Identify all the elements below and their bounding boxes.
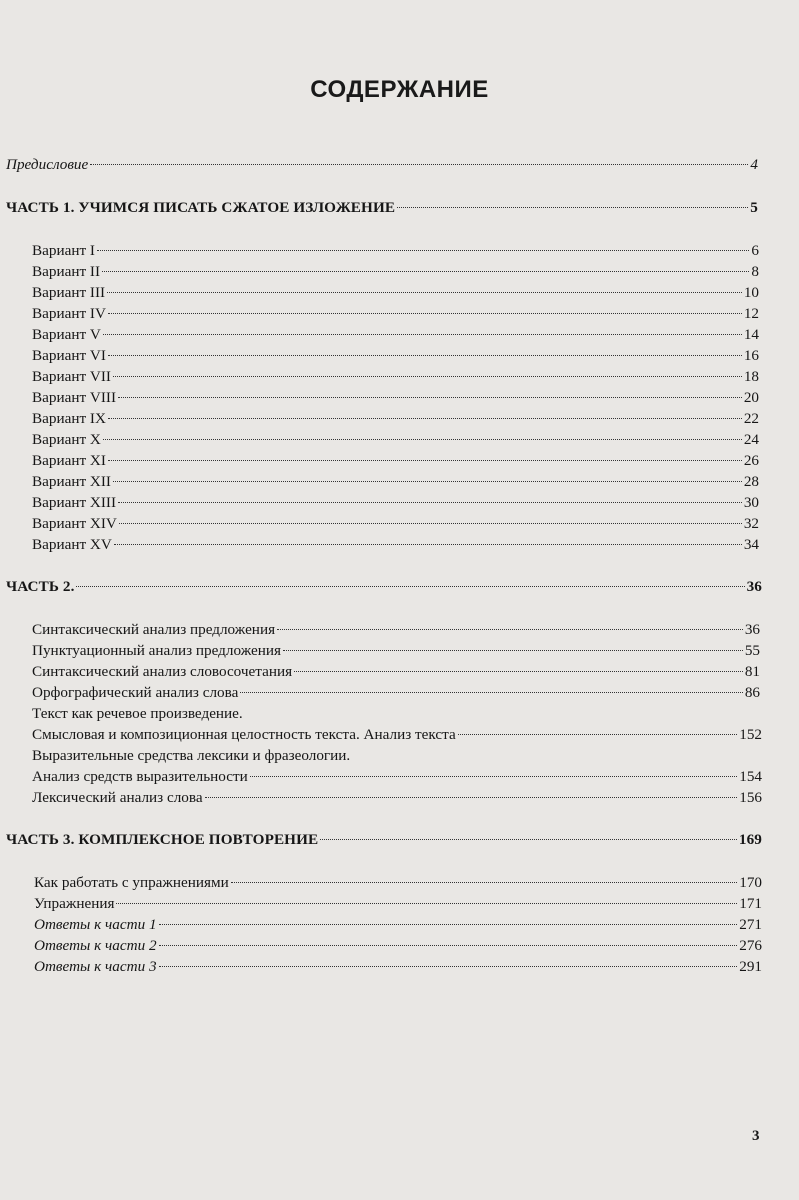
- entry-page: 34: [743, 536, 759, 553]
- leader-dots: [108, 355, 742, 356]
- toc-entry-variant-1[interactable]: [32, 241, 759, 261]
- leader-dots: [113, 376, 742, 377]
- toc-entry-variant-9[interactable]: [32, 409, 759, 429]
- leader-dots: [108, 460, 742, 461]
- entry-label: Ответы к части 3: [34, 958, 157, 975]
- entry-label: Вариант XII: [32, 473, 111, 490]
- entry-label: Пунктуационный анализ предложения: [32, 642, 281, 659]
- toc-entry-text-heading[interactable]: Текст как речевое произведение.: [32, 705, 243, 722]
- toc-part-1[interactable]: [6, 198, 758, 218]
- leader-dots: [116, 903, 737, 904]
- entry-label: Вариант IX: [32, 410, 106, 427]
- entry-page: 12: [743, 305, 759, 322]
- entry-label: Вариант IV: [32, 305, 106, 322]
- leader-dots: [231, 882, 737, 883]
- toc-entry-variant-6[interactable]: [32, 346, 759, 366]
- leader-dots: [159, 945, 738, 946]
- entry-label: Вариант XIII: [32, 494, 117, 511]
- toc-entry-variant-7[interactable]: [32, 367, 759, 387]
- entry-label: Вариант III: [32, 284, 106, 301]
- entry-page: 152: [739, 726, 762, 743]
- entry-label: Вариант XIV: [32, 515, 117, 532]
- entry-page: 10: [743, 284, 759, 301]
- entry-label: Упражнения: [34, 895, 115, 912]
- toc-entry-answers-1[interactable]: [34, 915, 762, 935]
- entry-page: 154: [739, 768, 762, 785]
- entry-label: Вариант II: [32, 263, 101, 280]
- toc-entry-lexical-analysis[interactable]: [32, 788, 762, 808]
- leader-dots: [118, 397, 742, 398]
- entry-page: 24: [743, 431, 759, 448]
- leader-dots: [205, 797, 738, 798]
- leader-dots: [277, 629, 743, 630]
- entry-page: 171: [739, 895, 762, 912]
- part-page: 36: [746, 578, 762, 595]
- toc-part-2[interactable]: [6, 577, 762, 597]
- entry-label: Предисловие: [6, 156, 89, 173]
- part-label: ЧАСТЬ 3. КОМПЛЕКСНОЕ ПОВТОРЕНИЕ: [6, 831, 319, 848]
- leader-dots: [103, 439, 742, 440]
- toc-entry-variant-13[interactable]: [32, 493, 759, 513]
- entry-page: 6: [751, 242, 759, 259]
- toc-entry-variant-2[interactable]: [32, 262, 759, 282]
- toc-entry-syntax-phrase[interactable]: [32, 662, 760, 682]
- entry-label: Вариант X: [32, 431, 101, 448]
- toc-entry-orthography[interactable]: [32, 683, 760, 703]
- leader-dots: [119, 523, 742, 524]
- entry-page: 18: [743, 368, 759, 385]
- leader-dots: [90, 164, 748, 165]
- entry-page: 14: [743, 326, 759, 343]
- entry-page: 276: [739, 937, 762, 954]
- entry-label: Вариант VIII: [32, 389, 117, 406]
- leader-dots: [76, 586, 744, 587]
- part-label: ЧАСТЬ 2.: [6, 578, 75, 595]
- toc-entry-lexis-heading[interactable]: Выразительные средства лексики и фразеологии.: [32, 747, 351, 764]
- toc-entry-answers-3[interactable]: [34, 957, 762, 977]
- entry-page: 156: [739, 789, 762, 806]
- entry-label: Вариант VII: [32, 368, 111, 385]
- entry-label: Орфографический анализ слова: [32, 684, 239, 701]
- toc-entry-punctuation[interactable]: [32, 641, 760, 661]
- entry-label: Вариант XV: [32, 536, 112, 553]
- leader-dots: [107, 292, 742, 293]
- part-page: 5: [750, 199, 758, 216]
- toc-entry-text-analysis[interactable]: [32, 725, 762, 745]
- toc-entry-variant-15[interactable]: [32, 535, 759, 555]
- leader-dots: [113, 481, 742, 482]
- entry-label: Ответы к части 2: [34, 937, 157, 954]
- toc-entry-preface[interactable]: [6, 155, 758, 175]
- toc-entry-variant-12[interactable]: [32, 472, 759, 492]
- entry-label: Ответы к части 1: [34, 916, 157, 933]
- toc-entry-variant-10[interactable]: [32, 430, 759, 450]
- leader-dots: [397, 207, 748, 208]
- entry-page: 28: [743, 473, 759, 490]
- toc-entry-answers-2[interactable]: [34, 936, 762, 956]
- entry-label: Вариант XI: [32, 452, 106, 469]
- leader-dots: [114, 544, 742, 545]
- toc-entry-variant-11[interactable]: [32, 451, 759, 471]
- toc-entry-exercises[interactable]: [34, 894, 762, 914]
- toc-part-3[interactable]: [6, 830, 762, 850]
- entry-page: 81: [744, 663, 760, 680]
- leader-dots: [159, 924, 738, 925]
- leader-dots: [102, 271, 749, 272]
- toc-entry-syntax-sentence[interactable]: [32, 620, 760, 640]
- toc-entry-variant-14[interactable]: [32, 514, 759, 534]
- toc-entry-how-to-work[interactable]: [34, 873, 762, 893]
- leader-dots: [159, 966, 738, 967]
- entry-page: 30: [743, 494, 759, 511]
- leader-dots: [240, 692, 742, 693]
- entry-label: Лексический анализ слова: [32, 789, 203, 806]
- entry-label: Вариант I: [32, 242, 95, 259]
- leader-dots: [108, 418, 742, 419]
- toc-entry-variant-3[interactable]: [32, 283, 759, 303]
- toc-entry-variant-8[interactable]: [32, 388, 759, 408]
- page-number: 3: [752, 1128, 760, 1144]
- leader-dots: [250, 776, 737, 777]
- leader-dots: [103, 334, 742, 335]
- leader-dots: [458, 734, 738, 735]
- toc-entry-variant-4[interactable]: [32, 304, 759, 324]
- leader-dots: [108, 313, 742, 314]
- entry-page: 32: [743, 515, 759, 532]
- entry-page: 291: [739, 958, 762, 975]
- entry-label: Синтаксический анализ словосочетания: [32, 663, 293, 680]
- leader-dots: [283, 650, 743, 651]
- entry-page: 271: [739, 916, 762, 933]
- entry-label: Вариант VI: [32, 347, 106, 364]
- entry-page: 170: [739, 874, 762, 891]
- part-page: 169: [738, 831, 762, 848]
- entry-page: 86: [744, 684, 760, 701]
- entry-page: 22: [743, 410, 759, 427]
- entry-page: 26: [743, 452, 759, 469]
- leader-dots: [97, 250, 749, 251]
- entry-page: 36: [744, 621, 760, 638]
- part-label: ЧАСТЬ 1. УЧИМСЯ ПИСАТЬ СЖАТОЕ ИЗЛОЖЕНИЕ: [6, 199, 396, 216]
- toc-entry-variant-5[interactable]: [32, 325, 759, 345]
- entry-page: 16: [743, 347, 759, 364]
- entry-label: Как работать с упражнениями: [34, 874, 229, 891]
- toc-entry-expressive-means[interactable]: [32, 767, 762, 787]
- leader-dots: [320, 839, 737, 840]
- leader-dots: [118, 502, 742, 503]
- entry-label: Вариант V: [32, 326, 101, 343]
- entry-label: Анализ средств выразительности: [32, 768, 248, 785]
- leader-dots: [294, 671, 743, 672]
- entry-label: Смысловая и композиционная целостность текста. Анализ текста: [32, 726, 456, 743]
- entry-page: 4: [750, 156, 758, 173]
- entry-label: Синтаксический анализ предложения: [32, 621, 276, 638]
- entry-page: 8: [751, 263, 759, 280]
- entry-page: 55: [744, 642, 760, 659]
- page-title: СОДЕРЖАНИЕ: [310, 76, 489, 103]
- entry-page: 20: [743, 389, 759, 406]
